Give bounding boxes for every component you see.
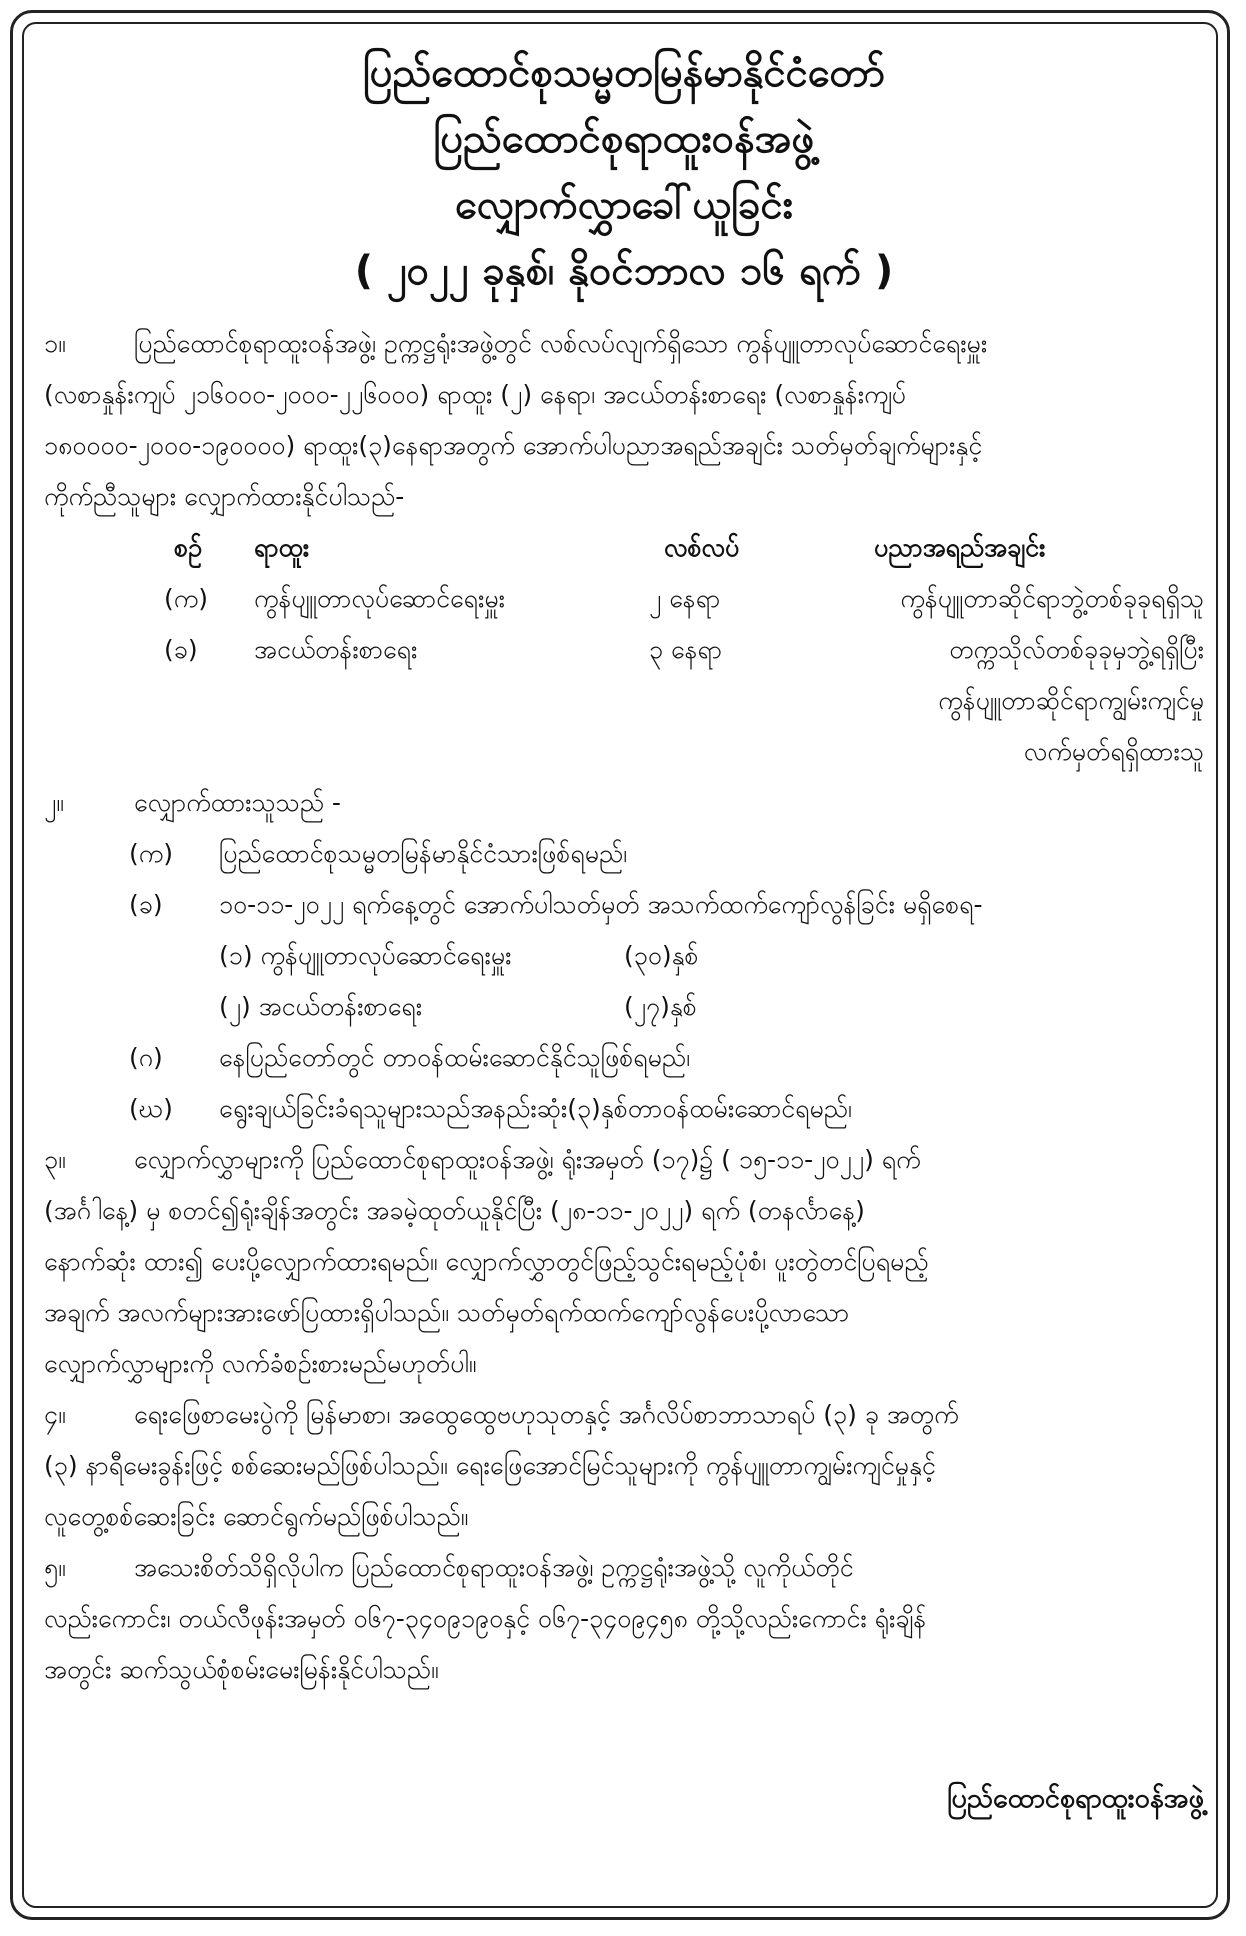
- item-text: ၁၀-၁၁-၂၀၂၂ ရက်နေ့တွင် အောက်ပါသတ်မှတ် အသက်ထက်ကျော်လွန်ခြင်း မရှိစေရ-: [219, 890, 983, 919]
- para5-num: ၅။: [44, 1553, 66, 1582]
- age-row: [44, 930, 1204, 981]
- list-item: [44, 879, 1204, 930]
- header-line1: ပြည်ထောင်စုသမ္မတမြန်မာနိုင်ငံတော်: [363, 50, 885, 96]
- para4-line: (၃) နာရီမေးခွန်းဖြင့် စစ်ဆေးမည်ဖြစ်ပါသည်။ ရေးဖြေအောင်မြင်သူများကို ကွန်ပျူတာကျွမ်းကျင်မှုနှင့်: [44, 1451, 936, 1480]
- row-qual: ကွန်ပျူတာဆိုင်ရာကျွမ်းကျင်မှု: [938, 686, 1204, 715]
- header-date: ( ၂၀၂၂ ခုနှစ်၊ နိုဝင်ဘာလ ၁၆ ရက် ): [354, 248, 894, 294]
- para3-line: လျှောက်လွှာများကို ပြည်ထောင်စုရာထူးဝန်အဖွဲ့၊ ရုံးအမှတ် (၁၇)၌ ( ၁၅-၁၁-၂၀၂၂) ရက်: [134, 1145, 921, 1174]
- paragraph-5: [44, 1542, 1204, 1695]
- row-qual: လက်မှတ်ရရှိထားသူ: [1023, 737, 1204, 766]
- para1-line: ပြည်ထောင်စုရာထူးဝန်အဖွဲ့၊ ဥက္ကဋ္ဌရုံးအဖွဲ့တွင် လစ်လပ်လျက်ရှိသော ကွန်ပျူတာလုပ်ဆောင်ရေးမှူး: [134, 329, 988, 358]
- age-limit: (၂၇)နှစ်: [624, 992, 697, 1021]
- row-no: (ခ): [164, 635, 198, 664]
- para1-num: ၁။: [44, 329, 66, 358]
- list-item: [44, 1083, 1204, 1134]
- signature: ပြည်ထောင်စုရာထူးဝန်အဖွဲ့: [947, 1783, 1204, 1814]
- list-item: [44, 1032, 1204, 1083]
- para5-line: အတွင်း ဆက်သွယ်စုံစမ်းမေးမြန်းနိုင်ပါသည်။: [44, 1655, 439, 1684]
- row-no: (က): [164, 584, 208, 613]
- header-line2: ပြည်ထောင်စုရာထူးဝန်အဖွဲ့: [433, 116, 815, 162]
- col-header: စဉ်: [174, 533, 202, 562]
- announcement: [44, 40, 1204, 1824]
- table-row: [44, 624, 1204, 675]
- age-post: (၂) အငယ်တန်းစာရေး: [219, 992, 423, 1021]
- table-row-cont: [44, 726, 1204, 777]
- col-header: ပညာအရည်အချင်း: [874, 533, 1046, 562]
- para2-num: ၂။: [44, 788, 64, 817]
- row-vacancy: ၂ နေရာ: [649, 584, 721, 613]
- col-header: ရာထူး: [254, 533, 310, 562]
- para3-line: အချက် အလက်များအားဖော်ပြထားရှိပါသည်။ သတ်မှတ်ရက်ထက်ကျော်လွန်ပေးပို့လာသော: [44, 1298, 850, 1327]
- row-post: အငယ်တန်းစာရေး: [254, 635, 418, 664]
- para1-line: ကိုက်ညီသူများ လျှောက်ထားနိုင်ပါသည်-: [44, 482, 405, 511]
- list-item: [44, 828, 1204, 879]
- age-post: (၁) ကွန်ပျူတာလုပ်ဆောင်ရေးမှူး: [219, 941, 512, 970]
- item-mark: (က): [129, 839, 173, 868]
- para1-line: ၁၈၀၀၀၀-၂၀၀၀-၁၉၀၀၀၀) ရာထူး(၃)နေရာအတွက် အောက်ပါပညာအရည်အချင်း သတ်မှတ်ချက်များနှင့်: [44, 431, 983, 460]
- col-header: လစ်လပ်: [664, 533, 740, 562]
- table-row-cont: [44, 675, 1204, 726]
- para3-line: လျှောက်လွှာများကို လက်ခံစဉ်းစားမည်မဟုတ်ပါ။: [44, 1349, 477, 1378]
- paragraph-4: [44, 1389, 1204, 1542]
- para2-intro: လျှောက်ထားသူသည် -: [134, 788, 341, 817]
- para4-line: လူတွေ့စစ်ဆေးခြင်း ဆောင်ရွက်မည်ဖြစ်ပါသည်။: [44, 1502, 469, 1531]
- vacancy-table: [44, 522, 1204, 777]
- item-mark: (ဂ): [129, 1043, 163, 1072]
- para2-intro-row: [44, 777, 1204, 828]
- row-qual: ကွန်ပျူတာဆိုင်ရာဘွဲ့တစ်ခုခုရရှိသူ: [900, 584, 1204, 613]
- age-row: [44, 981, 1204, 1032]
- para3-line: (အင်္ဂါနေ့) မှ စတင်၍ရုံးချိန်အတွင်း အခမဲ့ထုတ်ယူနိုင်ပြီး (၂၈-၁၁-၂၀၂၂) ရက် (တနင်္လာနေ့): [44, 1196, 865, 1225]
- item-text: ပြည်ထောင်စုသမ္မတမြန်မာနိုင်ငံသားဖြစ်ရမည်၊: [219, 839, 628, 868]
- para3-line: နောက်ဆုံး ထား၍ ပေးပို့လျှောက်ထားရမည်။ လျှောက်လွှာတွင်ဖြည့်သွင်းရမည့်ပုံစံ၊ ပူးတွဲတင်ပြရမည့်: [44, 1247, 929, 1276]
- para4-num: ၄။: [44, 1400, 66, 1429]
- item-text: နေပြည်တော်တွင် တာဝန်ထမ်းဆောင်နိုင်သူဖြစ်ရမည်၊: [219, 1043, 691, 1072]
- paragraph-1: [44, 318, 1204, 522]
- item-mark: (ခ): [129, 890, 163, 919]
- table-row: [44, 573, 1204, 624]
- age-limit: (၃၀)နှစ်: [624, 941, 699, 970]
- paragraph-3: [44, 1134, 1204, 1389]
- item-text: ရွေးချယ်ခြင်းခံရသူများသည်အနည်းဆုံး(၃)နှစ်တာဝန်ထမ်းဆောင်ရမည်၊: [219, 1094, 852, 1123]
- paragraph-2: [44, 777, 1204, 1134]
- row-post: ကွန်ပျူတာလုပ်ဆောင်ရေးမှူး: [254, 584, 505, 613]
- row-vacancy: ၃ နေရာ: [649, 635, 723, 664]
- item-mark: (ဃ): [129, 1094, 173, 1123]
- para1-line: (လစာနှုန်းကျပ် ၂၁၆၀၀၀-၂၀၀၀-၂၂၆၀၀၀) ရာထူး (၂) နေရာ၊ အငယ်တန်းစာရေး (လစာနှုန်းကျပ်: [44, 380, 906, 409]
- para4-line: ရေးဖြေစာမေးပွဲကို မြန်မာစာ၊ အထွေထွေဗဟုသုတနှင့် အင်္ဂလိပ်စာဘာသာရပ် (၃) ခု အတွက်: [134, 1400, 959, 1429]
- table-header: [44, 522, 1204, 573]
- header-line3: လျှောက်လွှာခေါ်ယူခြင်း: [455, 182, 793, 228]
- para5-line: အသေးစိတ်သိရှိလိုပါက ပြည်ထောင်စုရာထူးဝန်အဖွဲ့၊ ဥက္ကဋ္ဌရုံးအဖွဲ့သို့ လူကိုယ်တိုင်: [134, 1553, 854, 1582]
- row-qual: တက္ကသိုလ်တစ်ခုခုမှဘွဲ့ရရှိပြီး: [949, 635, 1204, 664]
- para5-line: လည်းကောင်း၊ တယ်လီဖုန်းအမှတ် ၀၆၇-၃၄၀၉၁၉၀နှင့် ၀၆၇-၃၄၀၉၄၅၈ တို့သို့လည်းကောင်း ရုံးချိန်: [44, 1604, 927, 1633]
- para3-num: ၃။: [44, 1145, 66, 1174]
